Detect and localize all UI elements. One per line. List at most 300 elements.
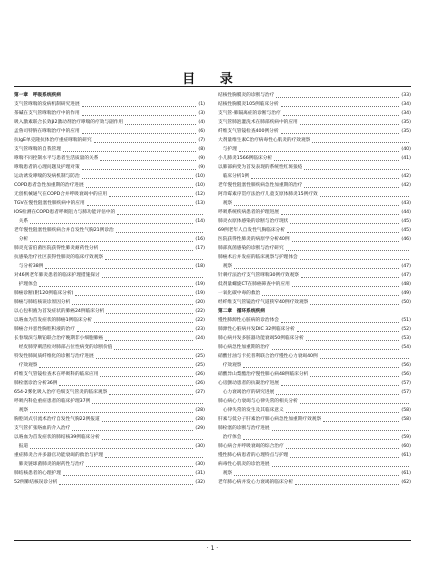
toc-entry-title: 以肺部病变为首发表现的系统性红斑狼疮 xyxy=(218,165,303,170)
toc-entry-title: 经皮肺穿刺活检对肺部占位性病变的诊断价值 xyxy=(14,345,113,350)
toc-entry-page: (48) xyxy=(401,282,411,287)
toc-entry-page: (57) xyxy=(401,381,411,386)
toc-entry-title: 老年肺心病并发心力衰竭的临床分析 xyxy=(218,480,294,485)
dot-leader xyxy=(114,349,203,350)
dot-leader xyxy=(63,475,193,476)
toc-chapter-heading xyxy=(14,91,205,100)
dot-leader xyxy=(306,340,400,341)
dot-leader xyxy=(59,385,193,386)
toc-entry-page: (56) xyxy=(401,372,411,377)
toc-entry xyxy=(14,145,205,154)
toc-entry-title: 抗IgE单克隆抗体治疗重症哮喘的研究 xyxy=(14,138,92,143)
toc-entry-title: 重症肺炎合并多器官功能衰竭的救治与护理 xyxy=(14,453,104,458)
dot-leader xyxy=(106,313,193,314)
dot-leader xyxy=(272,430,409,431)
toc-entry-page: (8) xyxy=(198,147,205,152)
toc-entry-page: (31) xyxy=(195,471,205,476)
toc-entry-title: 肺栓塞的诊断与治疗进展 xyxy=(218,426,270,431)
dot-leader xyxy=(286,448,400,449)
dot-leader xyxy=(100,376,193,377)
toc-entry xyxy=(218,334,411,343)
toc-entry-page: (28) xyxy=(195,417,205,422)
toc-entry-title: 肺心病并发多脏器功能衰竭50例临床分析 xyxy=(218,336,304,341)
toc-entry-title: 以咯血为首发症状的肺癌1例临床分析 xyxy=(14,318,92,323)
toc-chapter-heading xyxy=(218,307,411,316)
toc-entry-page: (13) xyxy=(195,201,205,206)
toc-entry xyxy=(14,244,205,253)
dot-leader xyxy=(234,475,399,476)
toc-entry xyxy=(218,253,411,262)
dot-leader xyxy=(297,331,400,332)
toc-entry xyxy=(14,361,205,370)
toc-entry xyxy=(14,172,205,181)
dot-leader xyxy=(234,205,399,206)
toc-entry-page: (50) xyxy=(401,300,411,305)
dot-leader xyxy=(105,457,203,458)
toc-entry-page: (34) xyxy=(401,102,411,107)
toc-entry xyxy=(218,478,411,487)
toc-entry-title: IOS检测在COPD患者呼吸阻力与肺功能评估中的 xyxy=(14,210,116,215)
toc-entry xyxy=(14,451,205,460)
dot-leader xyxy=(94,322,193,323)
dot-leader xyxy=(251,178,399,179)
toc-entry-page: (30) xyxy=(195,444,205,449)
toc-entry-title: 肺癌与肺结核误诊原因分析 xyxy=(14,300,71,305)
toc-entry-page: (33) xyxy=(401,93,411,98)
toc-entry xyxy=(14,334,205,343)
toc-entry xyxy=(14,199,205,208)
toc-entry xyxy=(14,352,205,361)
toc-entry-page: (35) xyxy=(401,120,411,125)
dot-leader xyxy=(310,376,399,377)
dot-leader xyxy=(304,187,399,188)
toc-entry xyxy=(218,460,411,469)
toc-entry-page: (56) xyxy=(401,363,411,368)
toc-entry xyxy=(14,406,205,415)
dot-leader xyxy=(281,106,400,107)
toc-entry-page: (22) xyxy=(195,309,205,314)
toc-entry xyxy=(14,442,205,451)
toc-entry-page: (6) xyxy=(198,129,205,134)
toc-entry-page: (58) xyxy=(401,417,411,422)
toc-entry xyxy=(218,136,411,145)
toc-entry-title: 针刺疗法治疗支气管哮喘30例疗效观察 xyxy=(218,273,299,278)
toc-entry-title: 吸入激素联合长效β2激动剂治疗哮喘的疗效与副作用 xyxy=(14,120,124,125)
toc-entry-page: (44) xyxy=(401,210,411,215)
toc-entry-title: 孟鲁司特钠在哮喘治疗中的应用 xyxy=(14,129,80,134)
toc-entry xyxy=(14,316,205,325)
toc-entry xyxy=(14,226,205,235)
toc-entry-page: (19) xyxy=(195,282,205,287)
toc-entry xyxy=(218,109,411,118)
toc-entry-page: (12) xyxy=(195,192,205,197)
toc-entry-title: 护理体会 xyxy=(14,282,38,287)
dot-leader xyxy=(300,403,409,404)
toc-entry xyxy=(218,226,411,235)
toc-entry-page: (62) xyxy=(401,480,411,485)
dot-leader xyxy=(243,439,399,440)
dot-leader xyxy=(287,232,399,233)
toc-entry xyxy=(218,91,411,100)
dot-leader xyxy=(63,151,196,152)
toc-entry xyxy=(218,424,411,433)
toc-entry-page: (46) xyxy=(401,237,411,242)
page-title: 目 录 xyxy=(182,72,243,87)
toc-entry-page: (54) xyxy=(401,345,411,350)
toc-entry-title: 心律失常的发生及其临床意义 xyxy=(218,408,284,413)
toc-entry-title: 肺结核患者的心理护理 xyxy=(14,471,61,476)
dot-leader xyxy=(281,133,400,134)
toc-entry-title: 支气管扩张咯血的介入治疗 xyxy=(14,426,71,431)
toc-entry-title: 临床分析1例 xyxy=(218,174,250,179)
toc-entry-page: (52) xyxy=(401,327,411,332)
toc-entry-title: 治疗体会 xyxy=(218,435,242,440)
toc-entry xyxy=(218,451,411,460)
toc-entry-page: (29) xyxy=(195,426,205,431)
toc-entry xyxy=(218,352,411,361)
dot-leader xyxy=(300,124,400,125)
toc-entry-title: 呼吸内科危重症患者的临床护理37例 xyxy=(14,399,91,404)
toc-entry xyxy=(218,406,411,415)
dot-leader xyxy=(105,340,193,341)
toc-entry-title: 疗效观察 xyxy=(218,363,242,368)
dot-leader xyxy=(102,439,203,440)
dot-leader xyxy=(82,169,197,170)
toc-entry-page: (58) xyxy=(401,408,411,413)
dot-leader xyxy=(300,259,409,260)
toc-entry xyxy=(14,460,205,469)
toc-entry xyxy=(14,280,205,289)
bottom-rule xyxy=(14,540,411,541)
toc-entry xyxy=(218,100,411,109)
dot-leader xyxy=(87,205,194,206)
toc-entry-title: 肺炎链球菌肺炎的耐药性与治疗 xyxy=(14,462,85,467)
dot-leader xyxy=(82,178,194,179)
dot-leader xyxy=(116,232,203,233)
toc-entry-title: 肺部真菌感染的诊断与治疗研究 xyxy=(218,246,284,251)
dot-leader xyxy=(262,295,399,296)
toc-entry-title: 与分析38例 xyxy=(14,264,44,269)
toc-entry xyxy=(14,271,205,280)
toc-entry xyxy=(218,172,411,181)
dot-leader xyxy=(82,106,197,107)
toc-entry-page: (47) xyxy=(401,273,411,278)
dot-leader xyxy=(72,304,193,305)
toc-entry-page: (34) xyxy=(401,111,411,116)
toc-entry-title: 结核性胸膜炎的诊断与治疗 xyxy=(218,93,275,98)
toc-entry xyxy=(218,433,411,442)
toc-entry-page: (22) xyxy=(195,318,205,323)
toc-entry xyxy=(218,127,411,136)
dot-leader xyxy=(102,421,194,422)
toc-entry-title: 哮喘患者的心理问题及护理对策 xyxy=(14,165,80,170)
toc-entry-page: (1) xyxy=(198,102,205,107)
dot-leader xyxy=(276,97,399,98)
toc-entry-title: 观察 xyxy=(218,264,233,269)
dot-leader xyxy=(92,403,203,404)
dot-leader xyxy=(290,223,399,224)
toc-entry-page: (42) xyxy=(401,183,411,188)
toc-entry-page: (23) xyxy=(195,327,205,332)
toc-entry xyxy=(218,118,411,127)
toc-left-column xyxy=(14,91,205,487)
toc-entry-title: 肺癌诊断(附120例临床分析) xyxy=(14,291,74,296)
toc-entry-page: (27) xyxy=(195,390,205,395)
toc-entry-page: (10) xyxy=(195,174,205,179)
toc-entry xyxy=(218,181,411,190)
toc-entry-title: 经纤维支气管镜治疗气道狭窄40例疗效观察 xyxy=(218,300,309,305)
toc-entry xyxy=(218,199,411,208)
toc-entry-page: (45) xyxy=(401,228,411,233)
toc-entry-title: 抗感染治疗社区获得性肺炎的临床疗效观察 xyxy=(14,255,104,260)
toc-entry xyxy=(14,235,205,244)
toc-entry-page: (51) xyxy=(401,318,411,323)
toc-entry-page: (53) xyxy=(401,336,411,341)
toc-entry-page: (42) xyxy=(401,174,411,179)
toc-entry-title: 病毒性心肌炎的诊治进展 xyxy=(218,462,270,467)
toc-entry-title: 肺源性心脏病并发DIC 32例临床分析 xyxy=(218,327,295,332)
toc-entry-page: (49) xyxy=(401,291,411,296)
toc-entry xyxy=(14,433,205,442)
dot-leader xyxy=(117,214,203,215)
toc-entry-page: (47) xyxy=(401,264,411,269)
dot-leader xyxy=(125,124,196,125)
toc-entry-title: 报道 xyxy=(14,444,29,449)
toc-entry-title: 一氧化碳中毒的救治 xyxy=(218,291,261,296)
toc-entry xyxy=(14,163,205,172)
toc-entry-page: (4) xyxy=(198,120,205,125)
toc-entry xyxy=(218,271,411,280)
toc-entry-page: (26) xyxy=(195,372,205,377)
dot-leader xyxy=(100,250,193,251)
toc-entry-title: 呼吸系统疾病患者的护理进展 xyxy=(218,210,279,215)
toc-entry xyxy=(14,118,205,127)
toc-entry-title: 支气管哮喘的发病机制研究进展 xyxy=(14,102,80,107)
toc-entry-page: (59) xyxy=(401,435,411,440)
toc-entry xyxy=(218,235,411,244)
toc-entry xyxy=(14,307,205,316)
toc-entry xyxy=(14,469,205,478)
toc-entry xyxy=(14,343,205,352)
dot-leader xyxy=(292,241,400,242)
toc-entry-title: 肝素与低分子肝素治疗肺心病急性加重期疗效观察 xyxy=(218,417,322,422)
toc-entry xyxy=(218,145,411,154)
dot-leader xyxy=(75,295,193,296)
dot-leader xyxy=(72,430,193,431)
toc-entry xyxy=(218,415,411,424)
toc-entry-title: 支气管哮喘的自我管理 xyxy=(14,147,61,152)
toc-entry-title: COPD患者急性加重期的治疗进展 xyxy=(14,183,84,188)
toc-entry xyxy=(218,397,411,406)
toc-entry xyxy=(14,127,205,136)
toc-entry-title: 观察 xyxy=(14,408,29,413)
dot-leader xyxy=(82,133,197,134)
toc-entry-title: 纤维支气管镜检查术在呼吸科的临床应用 xyxy=(14,372,99,377)
toc-entry-title: 观察 xyxy=(218,471,233,476)
toc-entry-page: (26) xyxy=(195,381,205,386)
toc-entry-title: 52例肺结核误诊分析 xyxy=(14,480,58,485)
toc-entry-title: 老年慢性阻塞性肺疾病急性加重期的治疗 xyxy=(218,183,303,188)
toc-entry-title: 肺心病心力衰竭与心律失常的相关分析 xyxy=(218,399,298,404)
page-number: · 1 · xyxy=(206,545,219,552)
toc-entry xyxy=(14,208,205,217)
dot-leader xyxy=(304,169,409,170)
toc-entry-title: 医院获得性肺炎的病原学分析40例 xyxy=(218,237,290,242)
toc-entry xyxy=(218,208,411,217)
dot-leader xyxy=(82,115,197,116)
toc-entry-page: (10) xyxy=(195,183,205,188)
toc-entry xyxy=(14,325,205,334)
toc-entry xyxy=(14,424,205,433)
toc-entry-page: (43) xyxy=(401,201,411,206)
toc-entry-page: (9) xyxy=(198,156,205,161)
toc-entry-title: 分析 xyxy=(14,237,29,242)
toc-entry xyxy=(218,217,411,226)
toc-entry xyxy=(14,217,205,226)
dot-leader xyxy=(310,304,399,305)
toc-entry-title: 结核性胸膜炎105例临床分析 xyxy=(218,102,279,107)
toc-entry-title: 大剂量维生素C治疗病毒性心肌炎的疗效观察 xyxy=(218,138,311,143)
toc-entry-page: (28) xyxy=(195,408,205,413)
toc-entry-page: (25) xyxy=(195,363,205,368)
dot-leader xyxy=(283,115,400,116)
dot-leader xyxy=(286,250,409,251)
toc-entry-title: 小儿肺炎1566例临床分析 xyxy=(218,156,273,161)
toc-entry xyxy=(14,379,205,388)
toc-entry-title: 纤维支气管镜检查400例分析 xyxy=(218,129,279,134)
toc-entry-page: (32) xyxy=(195,480,205,485)
dot-leader xyxy=(290,457,399,458)
toc-entry xyxy=(218,325,411,334)
toc-entry xyxy=(218,280,411,289)
toc-entry-page: (14) xyxy=(195,219,205,224)
toc-entry xyxy=(14,289,205,298)
dot-leader xyxy=(86,466,193,467)
toc-entry xyxy=(14,190,205,199)
dot-leader xyxy=(30,241,193,242)
toc-entry xyxy=(14,262,205,271)
dot-leader xyxy=(292,286,400,287)
dot-leader xyxy=(109,196,193,197)
toc-entry-title: 慢性肺源性心脏病的诊治体会 xyxy=(218,318,279,323)
toc-entry-page: (18) xyxy=(195,264,205,269)
toc-entry-title: 肺炎克雷伯菌医院获得性肺炎耐药性分析 xyxy=(14,246,99,251)
dot-leader xyxy=(39,367,193,368)
dot-leader xyxy=(243,367,399,368)
toc-entry xyxy=(14,370,205,379)
dot-leader xyxy=(59,484,193,485)
toc-entry xyxy=(218,442,411,451)
toc-entry xyxy=(218,262,411,271)
dot-leader xyxy=(96,358,194,359)
toc-entry xyxy=(14,181,205,190)
dot-leader xyxy=(295,484,399,485)
dot-leader xyxy=(109,394,193,395)
toc-entry-title: 特发性肺间质纤维化的诊断与治疗进展 xyxy=(14,354,94,359)
dot-leader xyxy=(105,259,203,260)
toc-entry-page: (20) xyxy=(195,300,205,305)
toc-entry xyxy=(218,388,411,397)
dot-leader xyxy=(234,268,399,269)
toc-entry-title: 哮喘不同控制水平与患者生活质量的关系 xyxy=(14,156,99,161)
toc-entry-page: (40) xyxy=(401,147,411,152)
toc-entry-title: 肺癌合并恶性胸腔积液的治疗 xyxy=(14,327,75,332)
toc-entry xyxy=(14,415,205,424)
toc-entry-title: 心力衰竭治疗的研究进展 xyxy=(218,390,275,395)
dot-leader xyxy=(281,214,399,215)
toc-entry-page: (57) xyxy=(401,390,411,395)
toc-entry xyxy=(14,298,205,307)
dot-leader xyxy=(274,160,399,161)
toc-entry-page: (30) xyxy=(195,462,205,467)
toc-entry-title: 肺炎衣原体感染的诊断与治疗现状 xyxy=(218,219,289,224)
toc-entry-title: 支气管肺泡灌洗术在肺部疾病中的应用 xyxy=(218,120,298,125)
toc-entry-title: 关系 xyxy=(14,219,29,224)
dot-leader xyxy=(45,268,193,269)
dot-leader xyxy=(276,394,399,395)
toc-entry xyxy=(14,154,205,163)
toc-entry xyxy=(218,343,411,352)
toc-entry xyxy=(218,316,411,325)
toc-entry xyxy=(14,253,205,262)
toc-entry-title: 肺栓塞诊治分析36例 xyxy=(14,381,58,386)
toc-entry xyxy=(218,244,411,253)
toc-entry-title: 对46例老年肺炎患者的临床护理措施探讨 xyxy=(14,273,100,278)
toc-entry-page: (60) xyxy=(401,444,411,449)
toc-entry xyxy=(218,163,411,172)
toc-entry-title: 以咯血为首发症状的肺结核39例临床分析 xyxy=(14,435,100,440)
toc-entry-title: 以心包积液为首发症状的肺癌24例临床分析 xyxy=(14,309,105,314)
dot-leader xyxy=(39,286,193,287)
toc-entry-title: 肺心病急性加重期的治疗 xyxy=(218,345,270,350)
toc-entry xyxy=(14,397,205,406)
toc-entry xyxy=(218,379,411,388)
dot-leader xyxy=(320,358,409,359)
toc-entry-title: 观察 xyxy=(218,201,233,206)
toc-entry-title: 胸腔闭式引流术治疗自发性气胸22例报道 xyxy=(14,417,100,422)
toc-entry-page: (61) xyxy=(401,471,411,476)
dot-leader xyxy=(30,412,193,413)
toc-entry xyxy=(218,469,411,478)
dot-leader xyxy=(100,160,196,161)
toc-entry-title: 无创机械通气在COPD合并呼吸衰竭中的应用 xyxy=(14,192,108,197)
toc-entry xyxy=(14,478,205,487)
toc-entry-title: 654-2雾化吸入治疗毛细支气管炎的临床观察 xyxy=(14,390,108,395)
dot-leader xyxy=(77,331,193,332)
toc-entry-page: (17) xyxy=(195,246,205,251)
toc-entry-title: 第二章 循环系统疾病 xyxy=(218,309,265,314)
toc-entry-title: 茶碱在支气管哮喘治疗中的作用 xyxy=(14,111,80,116)
dot-leader xyxy=(320,196,409,197)
toc-entry-title: 低剂量螺旋CT在肺癌筛查中的应用 xyxy=(218,282,290,287)
toc-entry-title: 与护理 xyxy=(218,147,237,152)
toc-entry-title: 阿奇霉素序贯疗法治疗儿童支原体肺炎15例疗效 xyxy=(218,192,318,197)
dot-leader xyxy=(323,421,399,422)
toc-entry-page: (7) xyxy=(198,138,205,143)
toc-entry-page: (35) xyxy=(401,129,411,134)
dot-leader xyxy=(286,412,400,413)
toc-entry-page: (45) xyxy=(401,219,411,224)
dot-leader xyxy=(281,385,399,386)
toc-entry-title: 第一章 呼吸系统疾病 xyxy=(14,93,61,98)
toc-entry-title: 硝酸甘油与卡托普利联合治疗慢性心力衰竭40例 xyxy=(218,354,318,359)
toc-entry-title: 支气管-肺隔离症的诊断与治疗 xyxy=(218,111,281,116)
dot-leader xyxy=(86,187,194,188)
toc-entry-page: (24) xyxy=(195,336,205,341)
toc-entry-title: 肺心病合并呼吸衰竭的综合治疗 xyxy=(218,444,284,449)
toc-entry xyxy=(218,370,411,379)
toc-entry xyxy=(14,109,205,118)
